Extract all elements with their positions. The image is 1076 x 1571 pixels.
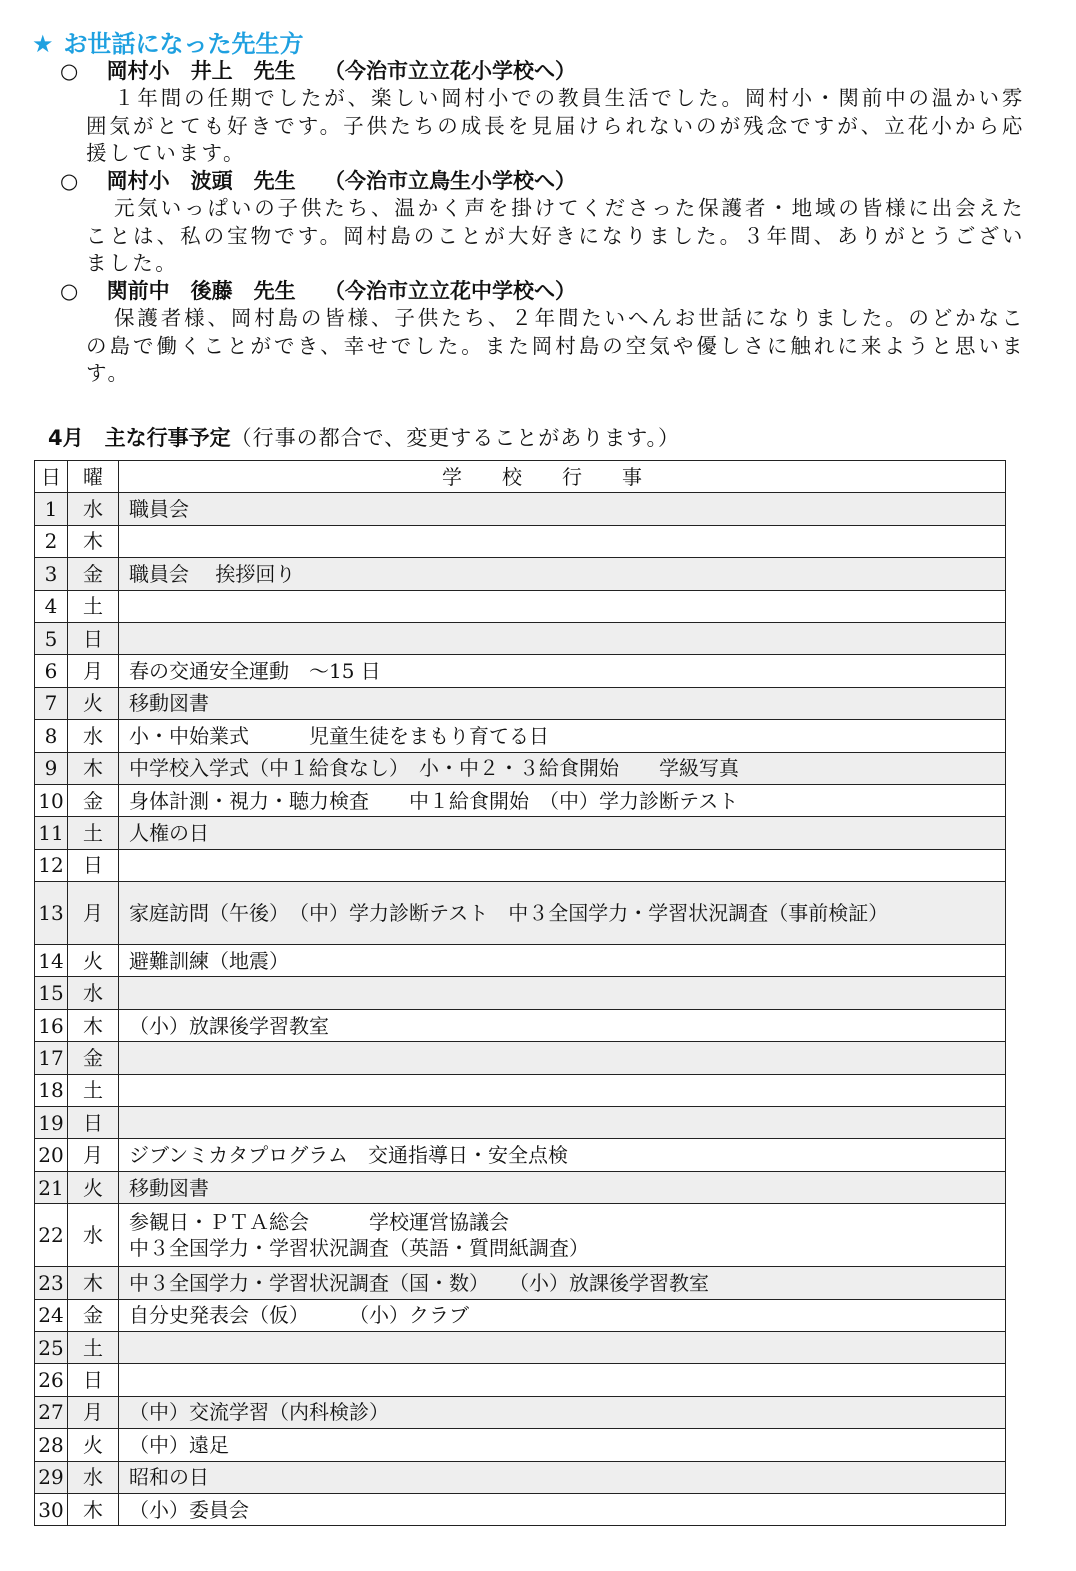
schedule-title-main: 4月 主な行事予定 — [48, 426, 231, 450]
column-header-weekday: 曜 — [68, 461, 119, 493]
weekday-cell: 火 — [68, 945, 119, 977]
schedule-rows — [35, 493, 1006, 1526]
weekday-cell: 火 — [68, 687, 119, 719]
day-cell: 13 — [35, 882, 68, 945]
table-row — [35, 590, 1006, 622]
day-cell: 23 — [35, 1267, 68, 1299]
weekday-cell: 土 — [68, 590, 119, 622]
table-row — [35, 1042, 1006, 1074]
weekday-cell: 木 — [68, 752, 119, 784]
table-row — [35, 687, 1006, 719]
day-cell: 16 — [35, 1009, 68, 1041]
events-cell: 職員会 挨拶回り — [119, 558, 1006, 590]
column-header-day: 日 — [35, 461, 68, 493]
table-row — [35, 1074, 1006, 1106]
events-cell: 昭和の日 — [119, 1461, 1006, 1493]
day-cell: 30 — [35, 1493, 68, 1525]
day-cell: 24 — [35, 1299, 68, 1331]
weekday-cell: 木 — [68, 1493, 119, 1525]
table-row — [35, 849, 1006, 881]
day-cell: 3 — [35, 558, 68, 590]
weekday-cell: 日 — [68, 1364, 119, 1396]
day-cell: 7 — [35, 687, 68, 719]
weekday-cell: 金 — [68, 1299, 119, 1331]
teacher-block-hatou — [60, 168, 1025, 278]
weekday-cell: 水 — [68, 977, 119, 1009]
events-cell: ジブンミカタプログラム 交通指導日・安全点検 — [119, 1139, 1006, 1171]
table-header-row — [35, 461, 1006, 493]
events-cell — [119, 525, 1006, 557]
column-header-events: 学校行事 — [119, 461, 1006, 493]
events-cell — [119, 1331, 1006, 1363]
teacher-block-inoue — [60, 58, 1025, 168]
events-cell: 中３全国学力・学習状況調査（国・数） （小）放課後学習教室 — [119, 1267, 1006, 1299]
weekday-cell: 日 — [68, 849, 119, 881]
weekday-cell: 月 — [68, 882, 119, 945]
day-cell: 22 — [35, 1204, 68, 1267]
section-title — [32, 26, 304, 62]
table-row — [35, 977, 1006, 1009]
day-cell: 12 — [35, 849, 68, 881]
table-row — [35, 558, 1006, 590]
schedule-title — [48, 424, 680, 452]
table-row — [35, 525, 1006, 557]
weekday-cell: 日 — [68, 622, 119, 654]
events-cell: 身体計測・視力・聴力検査 中１給食開始 （中）学力診断テスト — [119, 784, 1006, 816]
weekday-cell: 月 — [68, 655, 119, 687]
table-row — [35, 655, 1006, 687]
day-cell: 2 — [35, 525, 68, 557]
weekday-cell: 火 — [68, 1171, 119, 1203]
day-cell: 27 — [35, 1396, 68, 1428]
weekday-cell: 金 — [68, 558, 119, 590]
table-row — [35, 1267, 1006, 1299]
events-cell: （中）遠足 — [119, 1429, 1006, 1461]
schedule-title-note: （行事の都合で、変更することがあります。） — [230, 426, 681, 450]
weekday-cell: 火 — [68, 1429, 119, 1461]
events-cell: 中学校入学式（中１給食なし） 小・中２・３給食開始 学級写真 — [119, 752, 1006, 784]
teacher-message: 元気いっぱいの子供たち、温かく声を掛けてくださった保護者・地域の皆様に出会えたことは、私の宝物です。岡村島のことが大好きになりました。３年間、ありがとうございました。 — [86, 196, 1025, 275]
weekday-cell: 土 — [68, 1074, 119, 1106]
table-row — [35, 1396, 1006, 1428]
events-cell: 小・中始業式 児童生徒をまもり育てる日 — [119, 720, 1006, 752]
table-row — [35, 1107, 1006, 1139]
day-cell: 8 — [35, 720, 68, 752]
table-row — [35, 784, 1006, 816]
table-row — [35, 1331, 1006, 1363]
teacher-heading: ○ 岡村小 井上 先生 （今治市立立花小学校へ） — [60, 59, 576, 83]
events-cell: 避難訓練（地震） — [119, 945, 1006, 977]
weekday-cell: 土 — [68, 817, 119, 849]
weekday-cell: 金 — [68, 1042, 119, 1074]
events-cell — [119, 977, 1006, 1009]
table-row — [35, 493, 1006, 525]
weekday-cell: 水 — [68, 493, 119, 525]
events-cell: （小）委員会 — [119, 1493, 1006, 1525]
table-row — [35, 1493, 1006, 1525]
day-cell: 9 — [35, 752, 68, 784]
weekday-cell: 月 — [68, 1396, 119, 1428]
weekday-cell: 木 — [68, 1267, 119, 1299]
events-cell — [119, 849, 1006, 881]
table-row — [35, 1009, 1006, 1041]
day-cell: 14 — [35, 945, 68, 977]
events-cell: （中）交流学習（内科検診） — [119, 1396, 1006, 1428]
table-row — [35, 1429, 1006, 1461]
weekday-cell: 月 — [68, 1139, 119, 1171]
day-cell: 10 — [35, 784, 68, 816]
table-row — [35, 1171, 1006, 1203]
schedule-table — [34, 460, 1006, 1526]
events-cell: 家庭訪問（午後） （中）学力診断テスト 中３全国学力・学習状況調査（事前検証） — [119, 882, 1006, 945]
day-cell: 4 — [35, 590, 68, 622]
weekday-cell: 金 — [68, 784, 119, 816]
events-cell: 春の交通安全運動 ～15 日 — [119, 655, 1006, 687]
day-cell: 19 — [35, 1107, 68, 1139]
events-cell: 職員会 — [119, 493, 1006, 525]
teacher-heading: ○ 岡村小 波頭 先生 （今治市立鳥生小学校へ） — [60, 169, 576, 193]
day-cell: 21 — [35, 1171, 68, 1203]
events-cell — [119, 590, 1006, 622]
events-cell: 移動図書 — [119, 687, 1006, 719]
day-cell: 18 — [35, 1074, 68, 1106]
weekday-cell: 水 — [68, 1204, 119, 1267]
events-cell — [119, 622, 1006, 654]
table-row — [35, 720, 1006, 752]
events-cell — [119, 1074, 1006, 1106]
table-row — [35, 1299, 1006, 1331]
events-cell — [119, 1364, 1006, 1396]
day-cell: 26 — [35, 1364, 68, 1396]
weekday-cell: 木 — [68, 1009, 119, 1041]
day-cell: 6 — [35, 655, 68, 687]
table-row — [35, 1139, 1006, 1171]
events-cell — [119, 1042, 1006, 1074]
day-cell: 1 — [35, 493, 68, 525]
day-cell: 11 — [35, 817, 68, 849]
table-row — [35, 1204, 1006, 1267]
events-cell — [119, 1107, 1006, 1139]
teacher-heading: ○ 関前中 後藤 先生 （今治市立立花中学校へ） — [60, 279, 576, 303]
day-cell: 28 — [35, 1429, 68, 1461]
star-icon: ★ — [32, 30, 54, 58]
table-row — [35, 752, 1006, 784]
teacher-message: １年間の任期でしたが、楽しい岡村小での教員生活でした。岡村小・関前中の温かい雰囲気がとても好きです。子供たちの成長を見届けられないのが残念ですが、立花小から応援しています。 — [86, 86, 1025, 165]
day-cell: 15 — [35, 977, 68, 1009]
teacher-block-gotou — [60, 278, 1025, 388]
day-cell: 5 — [35, 622, 68, 654]
table-row — [35, 1461, 1006, 1493]
weekday-cell: 土 — [68, 1331, 119, 1363]
weekday-cell: 日 — [68, 1107, 119, 1139]
table-row — [35, 882, 1006, 945]
events-cell: 人権の日 — [119, 817, 1006, 849]
section-title-text: お世話になった先生方 — [63, 30, 304, 58]
weekday-cell: 水 — [68, 1461, 119, 1493]
events-cell: 移動図書 — [119, 1171, 1006, 1203]
weekday-cell: 木 — [68, 525, 119, 557]
day-cell: 20 — [35, 1139, 68, 1171]
events-cell: （小）放課後学習教室 — [119, 1009, 1006, 1041]
table-row — [35, 945, 1006, 977]
table-row — [35, 817, 1006, 849]
teacher-message: 保護者様、岡村島の皆様、子供たち、２年間たいへんお世話になりました。のどかなこの島で働くことができ、幸せでした。また岡村島の空気や優しさに触れに来ようと思います。 — [86, 306, 1025, 385]
day-cell: 29 — [35, 1461, 68, 1493]
day-cell: 25 — [35, 1331, 68, 1363]
events-cell: 参観日・ＰＴＡ総会 学校運営協議会 中３全国学力・学習状況調査（英語・質問紙調査） — [119, 1204, 1006, 1267]
day-cell: 17 — [35, 1042, 68, 1074]
events-cell: 自分史発表会（仮） （小）クラブ — [119, 1299, 1006, 1331]
table-row — [35, 622, 1006, 654]
table-row — [35, 1364, 1006, 1396]
weekday-cell: 水 — [68, 720, 119, 752]
